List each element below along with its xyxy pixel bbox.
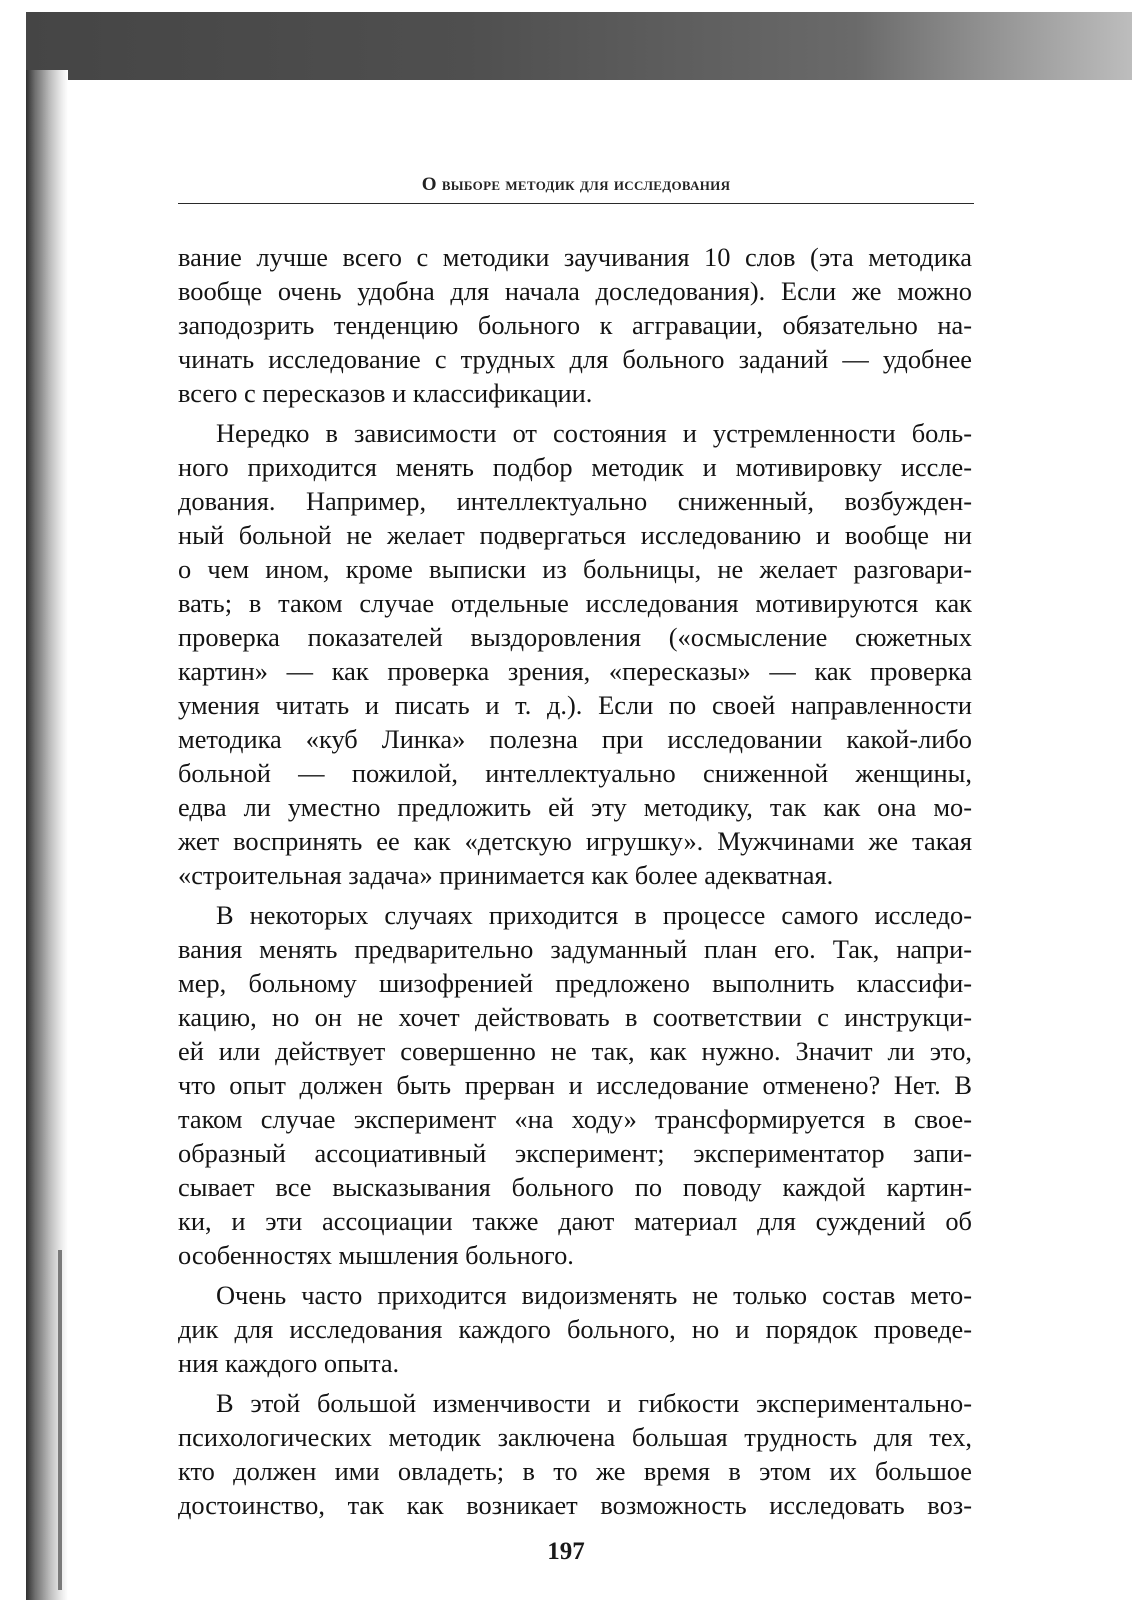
- body-text: [178, 240, 972, 1522]
- text-line: ки, и эти ассоциации также дают материал для суждений об: [178, 1206, 972, 1236]
- text-line: жет воспринять ее как «детскую игрушку». Мужчинами же такая: [178, 826, 972, 856]
- text-line: едва ли уместно предложить ей эту методику, так как она мо-: [178, 792, 972, 822]
- text-line: методика «куб Линка» полезна при исследовании какой-либо: [178, 724, 972, 754]
- text-line: дования. Например, интеллектуально сниженный, возбужден-: [178, 486, 972, 516]
- text-line: «строительная задача» принимается как более адекватная.: [178, 860, 834, 890]
- text-line: вания менять предварительно задуманный план его. Так, напри-: [178, 934, 972, 964]
- text-line: проверка показателей выздоровления («осмысление сюжетных: [178, 622, 972, 652]
- text-line: Очень часто приходится видоизменять не только состав мето-: [216, 1280, 972, 1310]
- text-line: вание лучше всего с методики заучивания 10 слов (эта методика: [178, 242, 972, 272]
- text-line: мер, больному шизофренией предложено выполнить классифи-: [178, 968, 972, 998]
- paragraph: [178, 416, 972, 892]
- text-line: В этой большой изменчивости и гибкости экспериментально-: [216, 1388, 972, 1418]
- text-line: дик для исследования каждого больного, но и порядок проведе-: [178, 1314, 972, 1344]
- text-line: вообще очень удобна для начала доследования). Если же можно: [178, 276, 972, 306]
- text-line: ного приходится менять подбор методик и мотивировку иссле-: [178, 452, 972, 482]
- text-line: ей или действует совершенно не так, как нужно. Значит ли это,: [178, 1036, 972, 1066]
- text-line: картин» — как проверка зрения, «пересказы» — как проверка: [178, 656, 972, 686]
- text-line: кацию, но он не хочет действовать в соответствии с инструкци-: [178, 1002, 972, 1032]
- text-line: что опыт должен быть прерван и исследование отменено? Нет. В: [178, 1070, 972, 1100]
- text-line: умения читать и писать и т. д.). Если по своей направленности: [178, 690, 972, 720]
- text-line: сывает все высказывания больного по поводу каждой картин-: [178, 1172, 972, 1202]
- text-line: Нередко в зависимости от состояния и устремленности боль-: [216, 418, 972, 448]
- running-header-title: О выборе методик для исследования: [421, 174, 731, 195]
- text-line: чинать исследование с трудных для больного заданий — удобнее: [178, 344, 972, 374]
- paragraph: [178, 240, 972, 410]
- text-line: достоинство, так как возникает возможность исследовать воз-: [178, 1490, 972, 1520]
- text-line: В некоторых случаях приходится в процессе самого исследо-: [216, 900, 972, 930]
- text-line: психологических методик заключена большая трудность для тех,: [178, 1422, 972, 1452]
- text-line: таком случае эксперимент «на ходу» трансформируется в свое-: [178, 1104, 972, 1134]
- text-line: больной — пожилой, интеллектуально сниженной женщины,: [178, 758, 972, 788]
- text-line: всего с пересказов и классификации.: [178, 378, 593, 408]
- text-line: вать; в таком случае отдельные исследования мотивируются как: [178, 588, 972, 618]
- text-line: особенностях мышления больного.: [178, 1240, 574, 1270]
- text-line: ный больной не желает подвергаться исследованию и вообще ни: [178, 520, 972, 550]
- text-line: ния каждого опыта.: [178, 1348, 400, 1378]
- paragraph: [178, 1278, 972, 1380]
- text-line: образный ассоциативный эксперимент; экспериментатор запи-: [178, 1138, 972, 1168]
- text-line: заподозрить тенденцию больного к аггравации, обязательно на-: [178, 310, 972, 340]
- scan-top-shadow: [26, 12, 1132, 80]
- text-line: о чем ином, кроме выписки из больницы, не желает разговари-: [178, 554, 972, 584]
- paragraph: [178, 898, 972, 1272]
- running-header: [178, 166, 974, 204]
- paragraph: [178, 1386, 972, 1522]
- page-number: 197: [547, 1538, 585, 1565]
- text-line: кто должен ими овладеть; в то же время в этом их большое: [178, 1456, 972, 1486]
